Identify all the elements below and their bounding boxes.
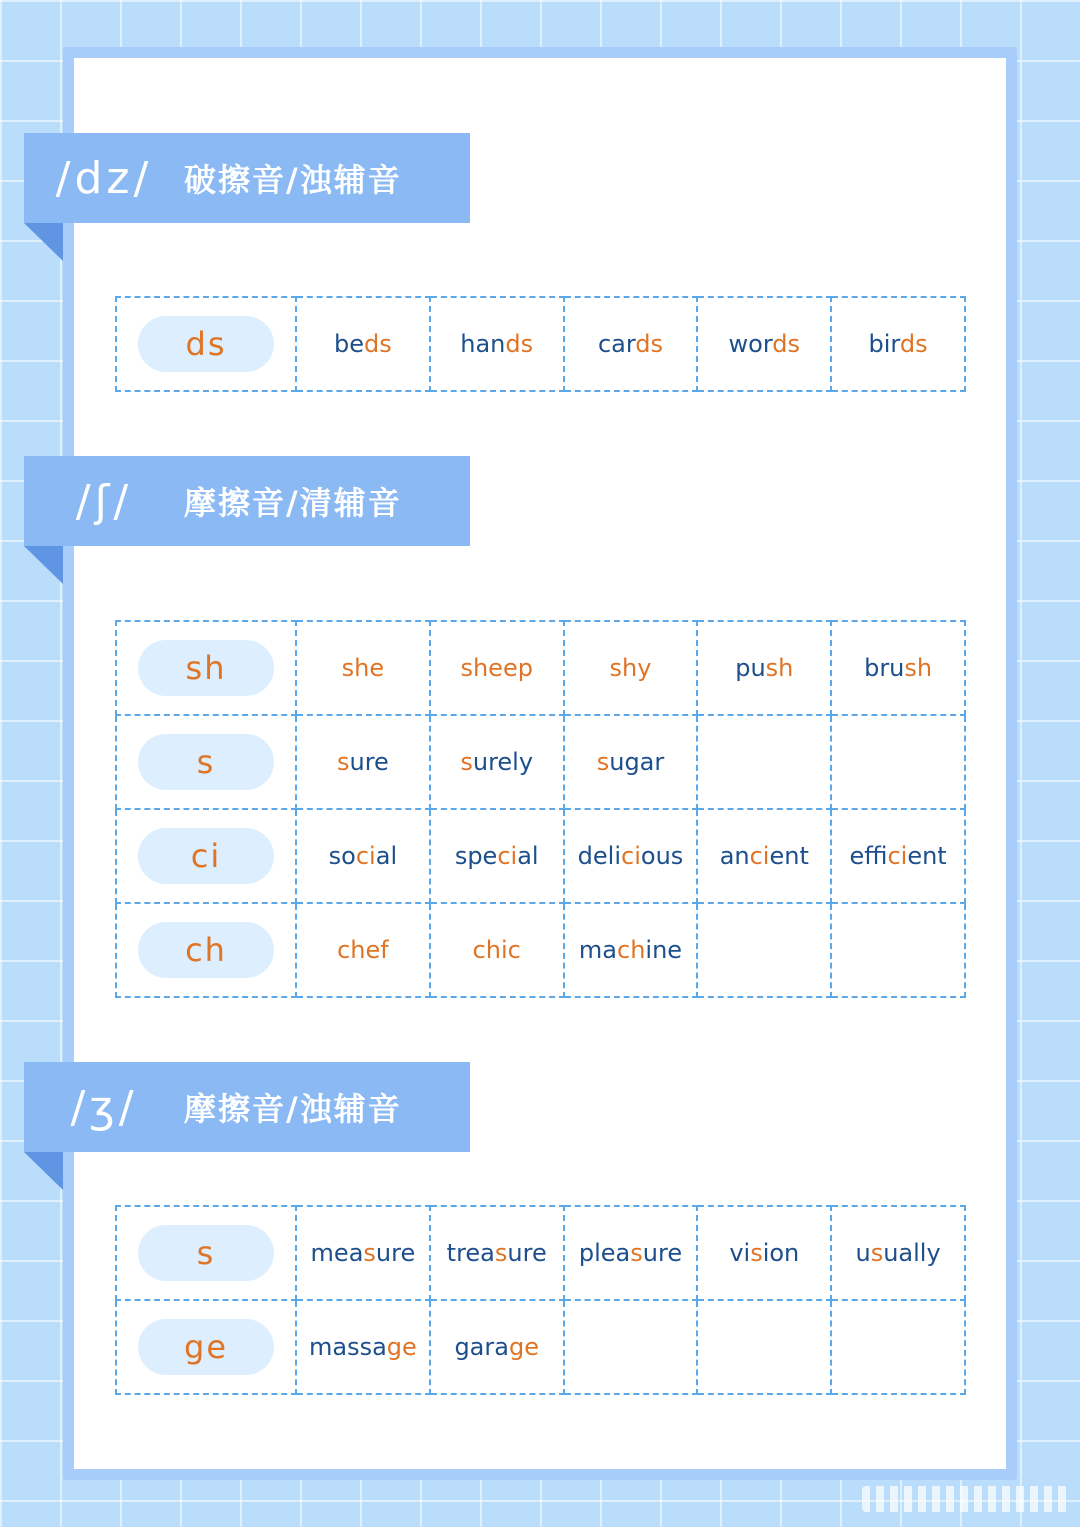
highlighted-letters: ds [635,330,664,358]
table-row [116,297,965,391]
empty-cell [697,1300,831,1394]
highlighted-letters: s [596,748,610,776]
highlighted-letters: ci [749,842,770,870]
highlighted-letters: s [336,748,350,776]
highlighted-letters: ge [386,1333,417,1361]
highlighted-letters: sh [609,654,638,682]
section-banner [24,1062,470,1152]
example-word [430,715,564,809]
word-part: han [460,330,506,358]
word-part: massa [308,1333,387,1361]
highlighted-letters: ef [365,936,389,964]
example-word [430,1300,564,1394]
word-part: wor [728,330,773,358]
spelling-cell [116,1300,296,1394]
highlighted-letters: ds [364,330,392,358]
spelling-cell [116,297,296,391]
word-part: deli [577,842,622,870]
empty-cell [831,715,965,809]
table-row [116,715,965,809]
spelling-cell [116,1206,296,1300]
word-table [115,620,966,998]
example-word [564,1206,698,1300]
word-part: effi [849,842,888,870]
word-part: ent [769,842,809,870]
word-part: ually [883,1239,941,1267]
highlighted-letters: eep [488,654,533,682]
highlighted-letters: sh [765,654,794,682]
highlighted-letters: sh [904,654,933,682]
example-word [296,1300,430,1394]
word-part: plea [578,1239,631,1267]
word-part: ma [578,936,617,964]
highlighted-letters: ci [621,842,641,870]
empty-cell [697,715,831,809]
word-part: ure [349,748,389,776]
section-banner [24,133,470,223]
watermark [862,1486,1068,1512]
empty-cell [564,1300,698,1394]
word-part: ure [375,1239,416,1267]
empty-cell [831,1300,965,1394]
example-word [697,621,831,715]
highlighted-letters: ci [497,842,518,870]
highlighted-letters: e [369,654,385,682]
highlighted-letters: sh [460,654,489,682]
word-part: be [334,330,365,358]
highlighted-letters: ds [505,330,534,358]
banner-fold [24,1152,63,1190]
highlighted-letters: ch [617,936,646,964]
spelling-cell [116,621,296,715]
highlighted-letters: ds [899,330,928,358]
word-part: ion [762,1239,800,1267]
example-word [564,903,698,997]
table-row [116,621,965,715]
word-part: pu [735,654,766,682]
section-banner [24,456,470,546]
highlighted-letters: s [494,1239,508,1267]
example-word [564,715,698,809]
example-word [697,809,831,903]
word-part: ure [507,1239,547,1267]
example-word [430,297,564,391]
table-row [116,903,965,997]
highlighted-letters: s [870,1239,884,1267]
example-word [296,715,430,809]
example-word [430,809,564,903]
sound-category: 摩擦音/清辅音 [184,484,402,522]
example-word [296,1206,430,1300]
word-table [115,296,966,392]
spelling-cell [116,903,296,997]
word-part: bru [864,654,905,682]
word-part: an [719,842,750,870]
word-part: al [517,842,539,870]
spelling-pill: s [138,1225,274,1281]
spelling-pill: ge [138,1319,274,1375]
word-table [115,1205,966,1395]
spelling-pill: ci [138,828,274,884]
example-word [430,621,564,715]
example-word [564,297,698,391]
table-row [116,1300,965,1394]
spelling-cell [116,715,296,809]
example-word [430,903,564,997]
banner-fold [24,223,63,261]
ipa-symbol: /ʃ/ [75,475,133,527]
highlighted-letters: ge [508,1333,539,1361]
table-row [116,1206,965,1300]
table-row [116,809,965,903]
example-word [296,621,430,715]
word-part: bir [868,330,900,358]
spelling-pill: sh [138,640,274,696]
spelling-pill: s [138,734,274,790]
word-part: trea [446,1239,495,1267]
word-part: car [597,330,636,358]
word-part: gara [454,1333,509,1361]
highlighted-letters: s [363,1239,376,1267]
highlighted-letters: ic [500,936,521,964]
highlighted-letters: s [630,1239,643,1267]
example-word [697,297,831,391]
sound-category: 破擦音/浊辅音 [184,161,402,199]
highlighted-letters: ch [472,936,501,964]
example-word [831,621,965,715]
word-part: u [855,1239,871,1267]
word-part: al [375,842,398,870]
highlighted-letters: ds [772,330,801,358]
word-part: ent [907,842,947,870]
word-part: ure [642,1239,683,1267]
word-part: ous [640,842,684,870]
example-word [296,809,430,903]
example-word [564,621,698,715]
highlighted-letters: s [460,748,473,776]
example-word [831,297,965,391]
highlighted-letters: ch [337,936,366,964]
word-part: spe [454,842,498,870]
empty-cell [831,903,965,997]
highlighted-letters: ci [887,842,908,870]
example-word [564,809,698,903]
word-part: urely [472,748,534,776]
highlighted-letters: s [750,1239,763,1267]
word-part: ine [645,936,683,964]
spelling-cell [116,809,296,903]
word-part: vi [729,1239,751,1267]
spelling-pill: ds [138,316,274,372]
ipa-symbol: /dz/ [55,152,153,204]
word-part: ugar [609,748,665,776]
example-word [296,297,430,391]
example-word [430,1206,564,1300]
sound-category: 摩擦音/浊辅音 [184,1090,402,1128]
word-part: so [328,842,356,870]
example-word [697,1206,831,1300]
highlighted-letters: sh [341,654,370,682]
spelling-pill: ch [138,922,274,978]
word-part: mea [310,1239,364,1267]
highlighted-letters: y [637,654,652,682]
example-word [831,1206,965,1300]
example-word [831,809,965,903]
banner-fold [24,546,63,584]
highlighted-letters: ci [355,842,376,870]
ipa-symbol: /ʒ/ [70,1081,138,1133]
empty-cell [697,903,831,997]
example-word [296,903,430,997]
